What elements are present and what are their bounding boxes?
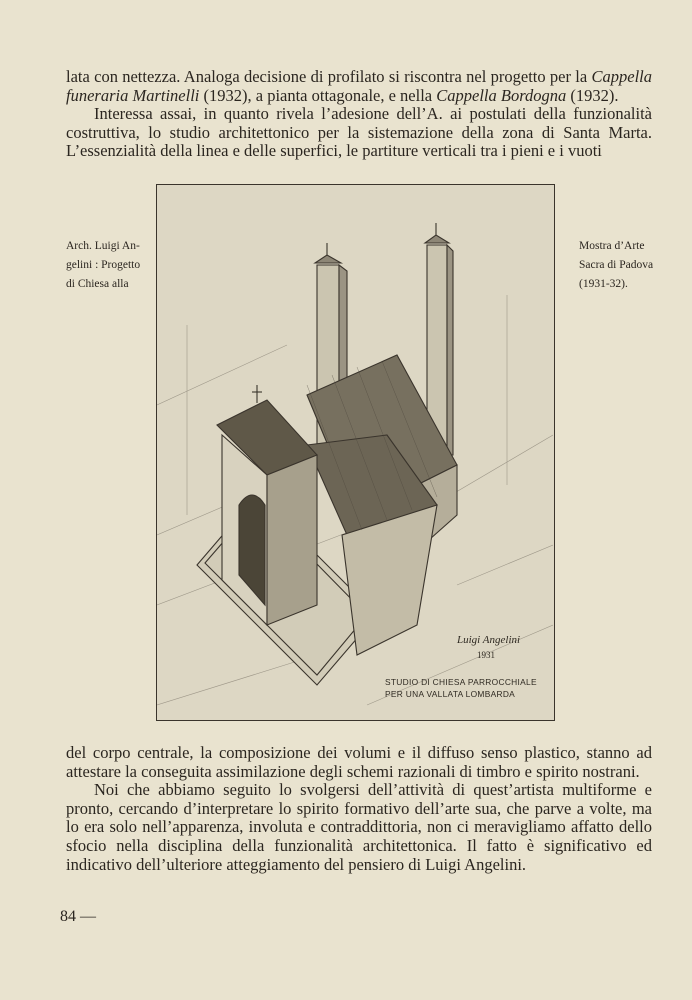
paragraph-3: del corpo centrale, la composizione dei volumi e il diffuso senso plastico, stanno ad attestare la conseguita assimilazione degli schemi razionali di timbro e spirito nostrani. [66,743,652,781]
caption-line: Arch. Luigi An- [66,240,140,252]
church-drawing-figure [156,184,555,721]
figure-caption-right [579,237,659,294]
caption-line: gelini : Progetto [66,259,141,271]
drawing-signature: Luigi Angelini [457,634,521,646]
paragraph-4: Noi che abbiamo seguito lo svolgersi dell’attività di quest’artista multiforme e pronto, cercando d’interpretare lo spirito formativo dell’arte sua, che parve a volte, ma lo era solo nell’apparenza, involuta e contraddittoria, non ci meravigliamo affatto dello sfocio nella disciplina della funzionalità architettonica. Il fatto è significativo ed indicativo dell’ulteriore atteggiamento del pensiero di Luigi Angelini. [66,780,652,874]
drawing-inscription-line-1: STUDIO DI CHIESA PARROCCHIALE [385,677,537,687]
caption-line: Mostra d’Arte [579,240,645,252]
text-run: (1932), a pianta ottagonale, e nella [199,85,437,105]
caption-line: di Chiesa alla [66,278,129,290]
drawing-signature-year: 1931 [477,650,495,660]
text-run: (1932). [566,85,619,105]
caption-line: Sacra di Padova [579,259,654,271]
page-number: 84 — [60,908,96,925]
text-run: lata con nettezza. Analoga decisione di profilato si riscontra nel progetto per la [66,67,592,86]
paragraph-2: Interessa assai, in quanto rivela l’adesione dell’A. ai postulati della funzionalità costruttiva, lo studio architettonico per la sistemazione della zona di Santa Marta. L’essenzialità della linea e delle superfici, le partiture verticali tra i pieni e i vuoti [66,104,652,161]
drawing-inscription-line-2: PER UNA VALLATA LOMBARDA [385,689,516,699]
caption-line: (1931-32). [579,278,628,290]
church-sketch [157,185,553,719]
figure-caption-left [66,237,146,294]
body-text-top [66,68,652,161]
italic-title: Cappella funeraria Martinelli [66,67,652,105]
italic-title: Cappella Bordogna [436,85,567,105]
body-text-bottom [66,744,652,874]
paragraph-1 [66,68,652,105]
